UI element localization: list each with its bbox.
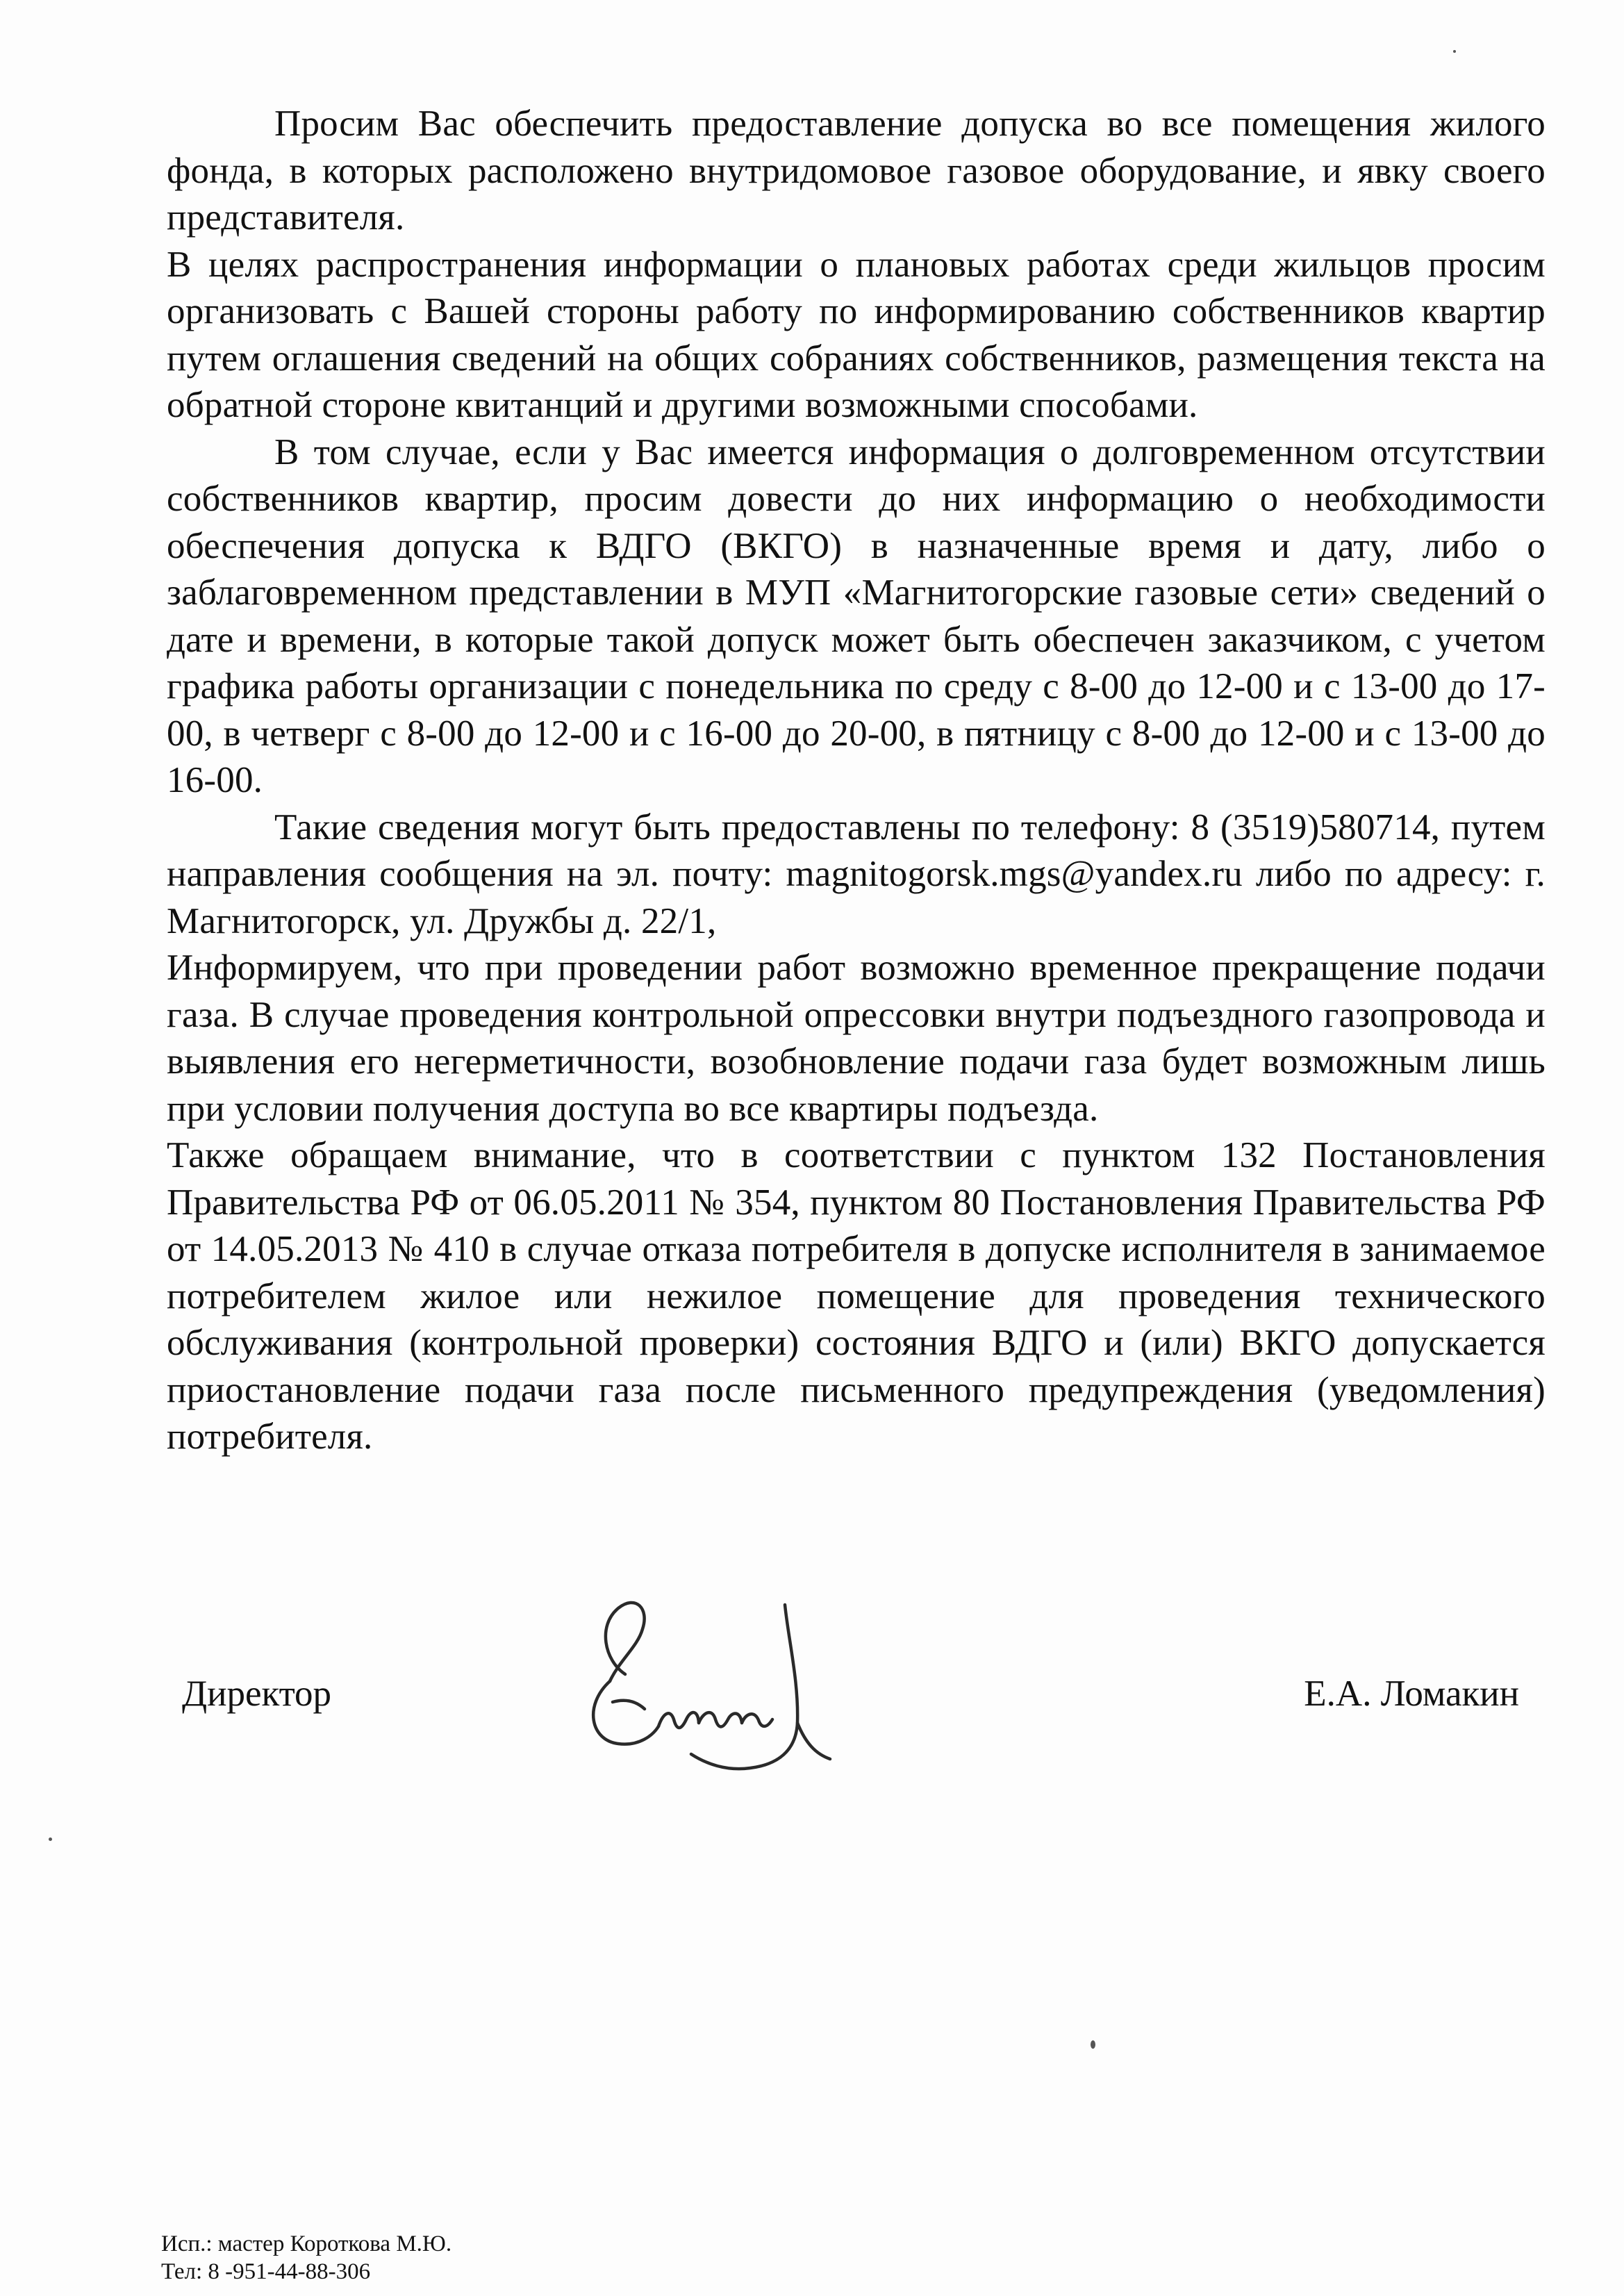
executor-phone: Тел: 8 -951-44-88-306 — [161, 2259, 371, 2284]
paragraph-gas-interruption: Информируем, что при проведении работ возможно временное прекращение подачи газа. В случае проведения контрольной опрессовки внутри подъездного газопровода и выявления его негерметичности, возобновление подачи газа будет возможным лишь при условии получения доступа во все квартиры подъезда. — [167, 948, 1546, 1129]
executor-line: Исп.: мастер Короткова М.Ю. — [161, 2231, 452, 2256]
scan-speck — [49, 1837, 52, 1841]
handwritten-signature — [577, 1577, 875, 1813]
paragraph-access-request: Просим Вас обеспечить предоставление допуска во все помещения жилого фонда, в которых расположено внутридомовое газовое оборудование, и явку своего представителя. — [167, 104, 1546, 238]
paragraph-legal-notice: Также обращаем внимание, что в соответствии с пунктом 132 Постановления Правительства РФ от 06.05.2011 № 354, пунктом 80 Постановления Правительства РФ от 14.05.2013 № 410 в случае отказа потребителя в допуске исполнителя в занимаемое потребителем жилое или нежилое помещение для проведения технического обслуживания (контрольной проверки) состояния ВДГО и (или) ВКГО допускается приостановление подачи газа после письменного предупреждения (уведомления) потребителя. — [167, 1135, 1546, 1457]
paragraph-contacts: Такие сведения могут быть предоставлены по телефону: 8 (3519)580714, путем направления сообщения на эл. почту: magnitogorsk.mgs@yandex.ru либо по адресу: г. Магнитогорск, ул. Дружбы д. 22/1, — [167, 807, 1546, 941]
paragraph-inform-residents: В целях распространения информации о плановых работах среди жильцов просим организовать с Вашей стороны работу по информированию собственников квартир путем оглашения сведений на общих собраниях собственников, размещения текста на обратной стороне квитанций и другими возможными способами. — [167, 244, 1546, 425]
scan-speck — [1091, 2040, 1095, 2049]
signer-position: Директор — [182, 1674, 332, 1714]
paragraph-absent-owners: В том случае, если у Вас имеется информация о долговременном отсутствии собственников квартир, просим довести до них информацию о необходимости обеспечения допуска к ВДГО (ВКГО) в назначенные время и дату, либо о заблаговременном представлении в МУП «Магнитогорские газовые сети» сведений о дате и времени, в которые такой допуск может быть обеспечен заказчиком, с учетом графика работы организации с понедельника по среду с 8-00 до 12-00 и с 13-00 до 17-00, в четверг с 8-00 до 12-00 и с 16-00 до 20-00, в пятницу с 8-00 до 12-00 и с 13-00 до 16-00. — [167, 431, 1546, 800]
signer-name: Е.А. Ломакин — [1304, 1674, 1519, 1714]
letter-body — [167, 101, 1546, 1461]
executor-footer — [161, 2230, 451, 2286]
scan-speck — [1453, 50, 1456, 53]
